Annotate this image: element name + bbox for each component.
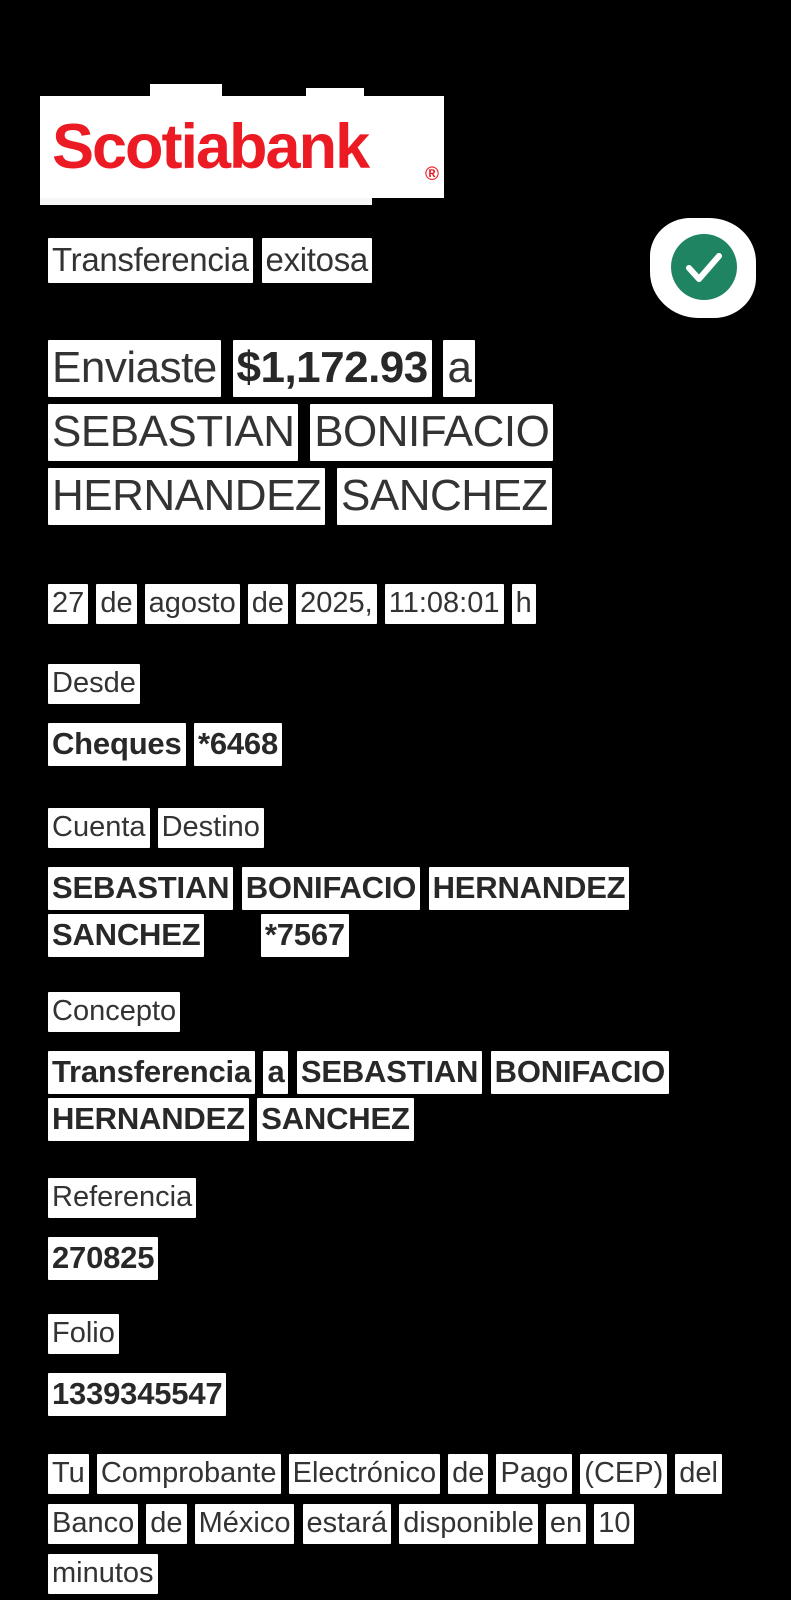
field-label: Cuenta Destino xyxy=(48,810,738,844)
recipient-name: SEBASTIAN BONIFACIO HERNANDEZ SANCHEZ xyxy=(48,404,553,525)
field-label: Referencia xyxy=(48,1180,196,1214)
destination-account-value xyxy=(48,864,738,958)
transfer-datetime: 27 de agosto de 2025, 11:08:01 h xyxy=(48,584,536,622)
page-title: Transferencia exitosa xyxy=(48,238,372,282)
transfer-summary xyxy=(48,336,648,528)
field-label: Concepto xyxy=(48,994,738,1028)
transfer-amount: $1,172.93 xyxy=(233,340,432,397)
reference-value: 270825 xyxy=(48,1234,196,1281)
destination-account-number: *7567 xyxy=(261,917,349,952)
summary-connector: a xyxy=(443,340,475,397)
destination-name: SEBASTIAN BONIFACIO HERNANDEZ SANCHEZ xyxy=(48,867,629,957)
logo-background-artifact xyxy=(40,197,372,205)
field-desde xyxy=(48,666,282,767)
scotiabank-logo xyxy=(40,96,444,198)
field-concepto xyxy=(48,994,738,1142)
success-check-icon xyxy=(671,234,737,300)
folio-value: 1339345547 xyxy=(48,1370,226,1417)
cep-availability-note: Tu Comprobante Electrónico de Pago (CEP) del Banco de México estará disponible en 10 minutos xyxy=(48,1448,748,1598)
field-label: Desde xyxy=(48,666,282,700)
field-cuenta-destino xyxy=(48,810,738,958)
source-account-value: Cheques *6468 xyxy=(48,720,282,767)
summary-prefix: Enviaste xyxy=(48,340,221,397)
field-label: Folio xyxy=(48,1316,226,1350)
scotiabank-logo-text: Scotiabank xyxy=(52,112,369,182)
concept-value: Transferencia a SEBASTIAN BONIFACIO HERNANDEZ SANCHEZ xyxy=(48,1048,738,1142)
field-referencia xyxy=(48,1180,196,1281)
registered-trademark-icon: ® xyxy=(425,164,439,185)
field-folio xyxy=(48,1316,226,1417)
